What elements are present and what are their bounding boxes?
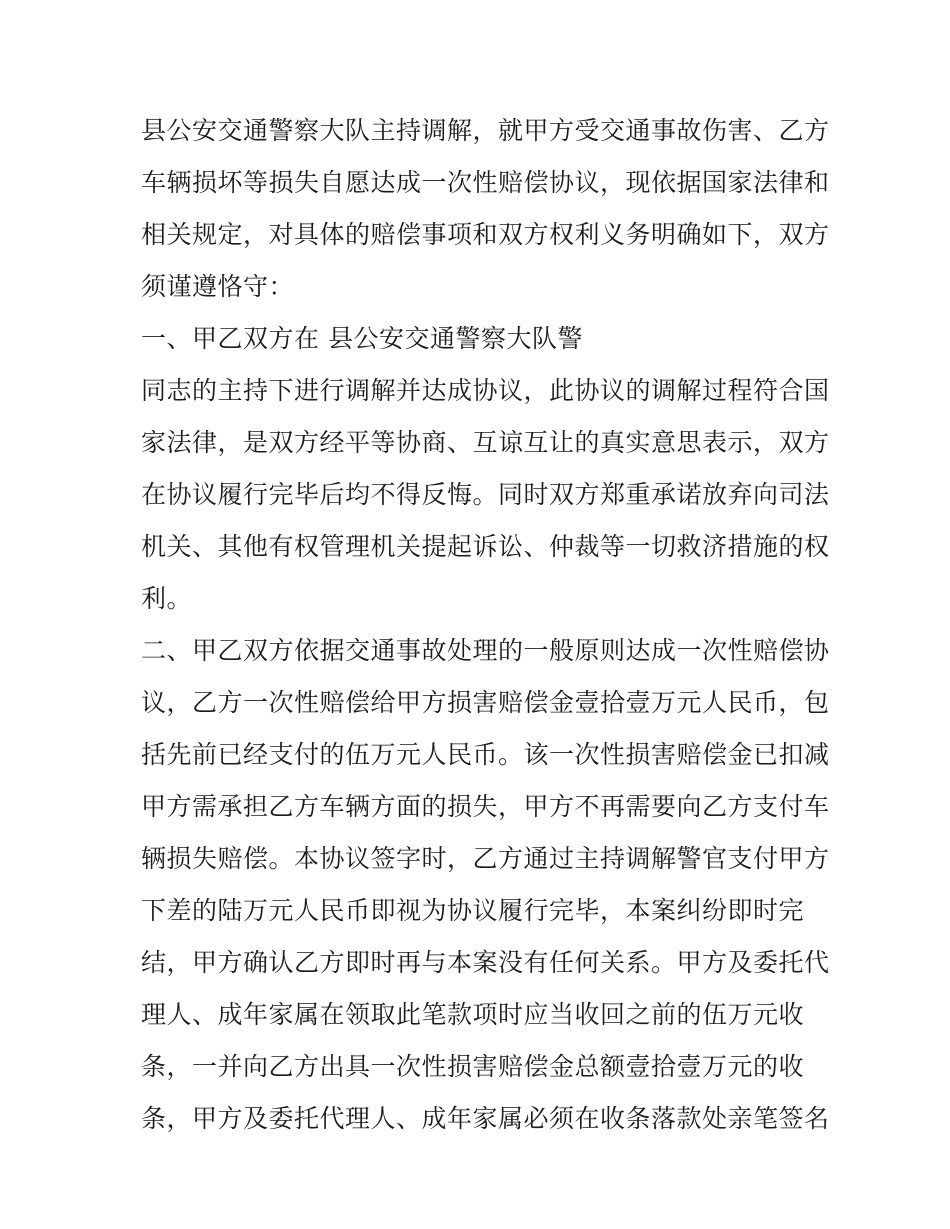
text-line: 车辆损坏等损失自愿达成一次性赔偿协议，现依据国家法律和 — [141, 168, 830, 197]
text-line: 在协议履行完毕后均不得反悔。同时双方郑重承诺放弃向司法 — [141, 480, 830, 509]
text-line: 条，甲方及委托代理人、成年家属必须在收条落款处亲笔签名 — [141, 1104, 830, 1133]
text-line: 辆损失赔偿。本协议签字时，乙方通过主持调解警官支付甲方 — [141, 844, 830, 873]
clause-two-heading-line: 二、甲乙双方依据交通事故处理的一般原则达成一次性赔偿协 — [141, 636, 830, 665]
text-line: 家法律，是双方经平等协商、互谅互让的真实意思表示，双方 — [141, 428, 830, 457]
clause-one-heading-line: 一、甲乙双方在 县公安交通警察大队警 — [141, 324, 583, 353]
text-line: 机关、其他有权管理机关提起诉讼、仲裁等一切救济措施的权 — [141, 532, 830, 561]
text-line: 县公安交通警察大队主持调解，就甲方受交通事故伤害、乙方 — [141, 116, 830, 145]
text-line: 条，一并向乙方出具一次性损害赔偿金总额壹拾壹万元的收 — [141, 1052, 805, 1081]
text-line: 下差的陆万元人民币即视为协议履行完毕，本案纠纷即时完 — [141, 896, 805, 925]
text-line: 结，甲方确认乙方即时再与本案没有任何关系。甲方及委托代 — [141, 948, 830, 977]
agreement-text — [141, 105, 830, 1145]
text-line: 相关规定，对具体的赔偿事项和双方权利义务明确如下，双方 — [141, 220, 830, 249]
text-line: 利。 — [141, 584, 193, 613]
text-line: 甲方需承担乙方车辆方面的损失，甲方不再需要向乙方支付车 — [141, 792, 830, 821]
text-line: 理人、成年家属在领取此笔款项时应当收回之前的伍万元收 — [141, 1000, 805, 1029]
text-line: 括先前已经支付的伍万元人民币。该一次性损害赔偿金已扣减 — [141, 740, 830, 769]
text-line: 同志的主持下进行调解并达成协议，此协议的调解过程符合国 — [141, 376, 830, 405]
text-line: 须谨遵恪守： — [141, 272, 295, 301]
text-line: 议，乙方一次性赔偿给甲方损害赔偿金壹拾壹万元人民币，包 — [141, 688, 830, 717]
